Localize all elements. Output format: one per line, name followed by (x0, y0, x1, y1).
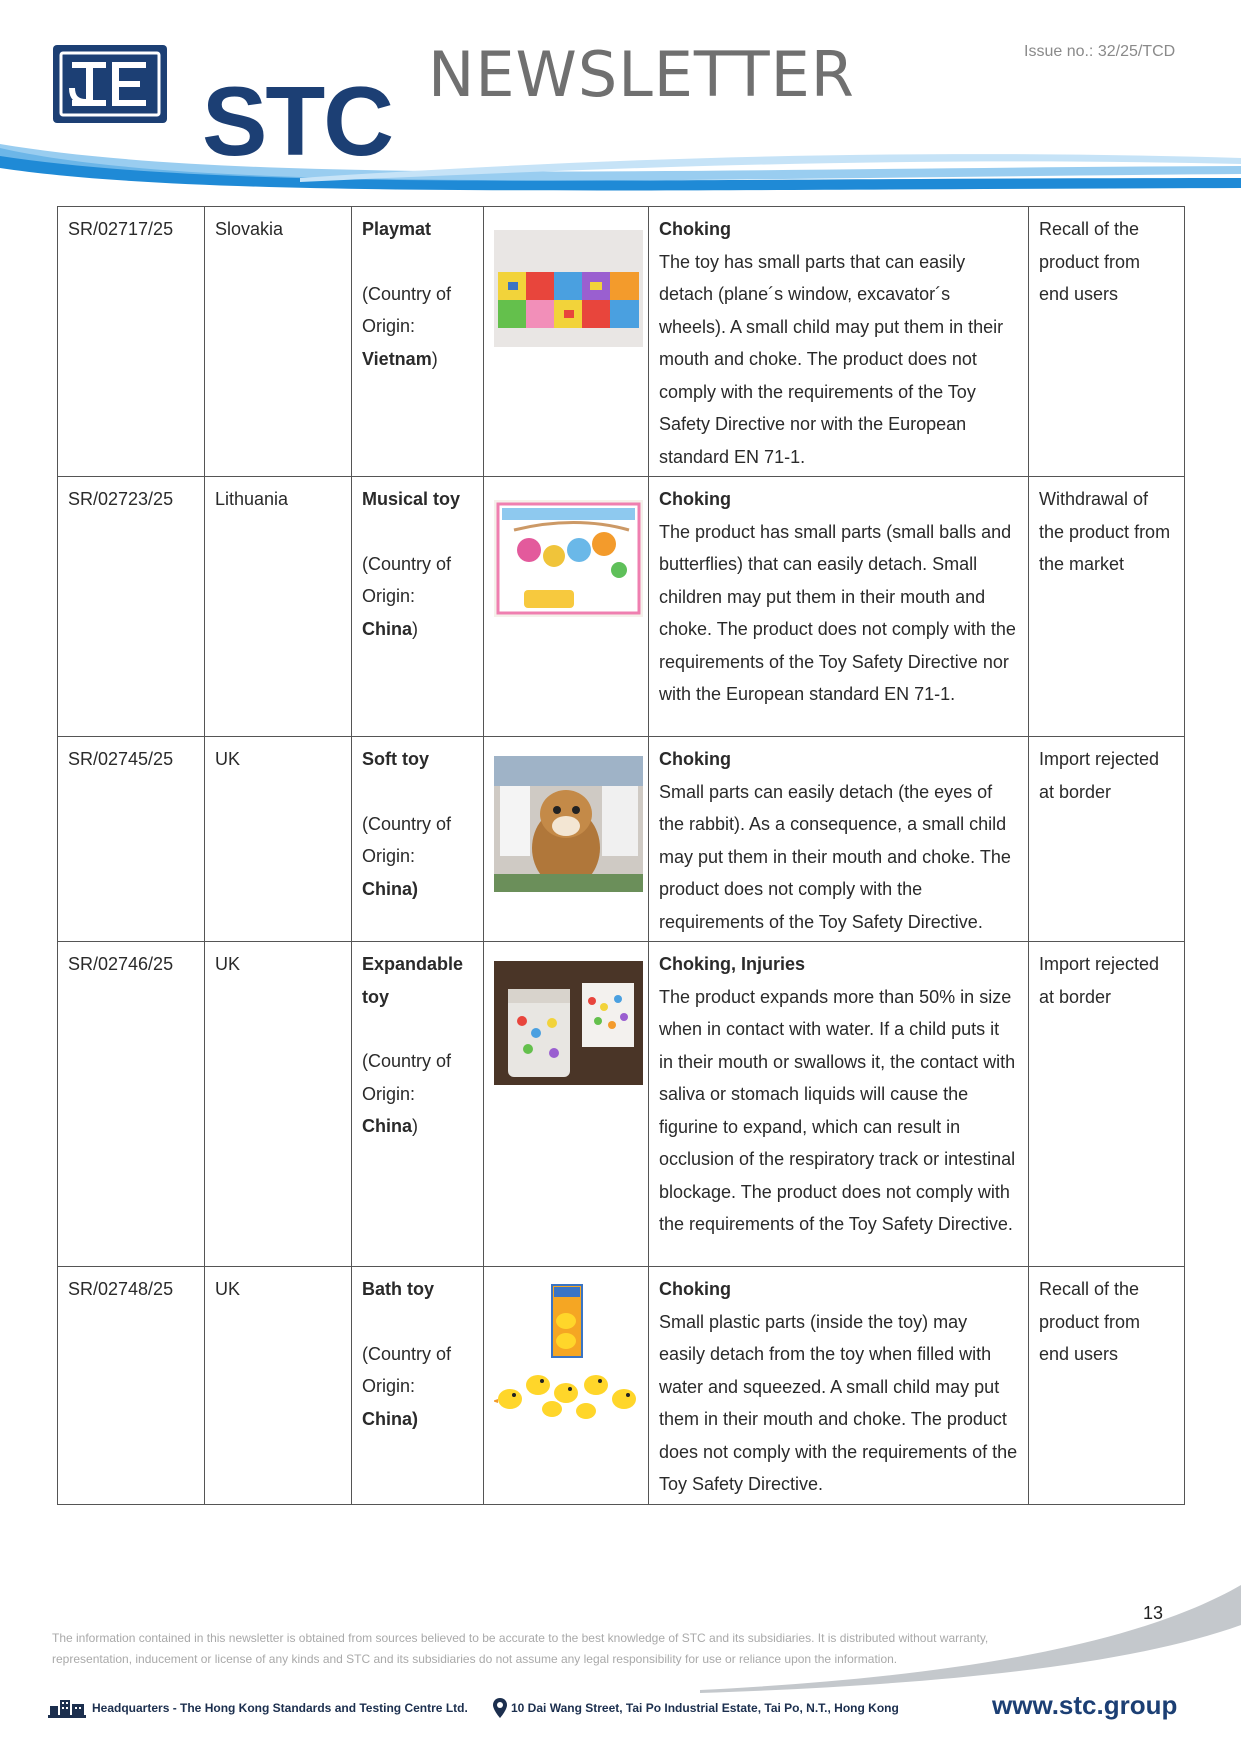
reference-cell: SR/02723/25 (58, 477, 205, 737)
header-swoosh (0, 138, 1241, 196)
measure-cell: Import rejected at border (1029, 942, 1185, 1267)
description-text: The toy has small parts that can easily detach (plane´s window, excavator´s wheels). A small child may put them in their mouth and choke. The product does not comply with the requirements of the Toy Safety Directive nor with the European standard EN 71-1. (659, 251, 1004, 467)
table-row (58, 477, 1185, 737)
description-cell (649, 737, 1029, 942)
country-cell: UK (205, 1267, 352, 1505)
hazard-type: Choking, Injuries (659, 954, 806, 974)
plush-hamster-photo (494, 756, 643, 892)
table-row (58, 942, 1185, 1267)
foam-playmat-photo (494, 230, 643, 347)
origin-label: (Country of Origin: China) (362, 1343, 452, 1429)
stc-logo (52, 44, 392, 176)
table-row (58, 207, 1185, 477)
table-row (58, 737, 1185, 942)
disclaimer: The information contained in this newsletter is obtained from sources believed to be accurate to the best knowledge of STC and its subsidiaries. It is distributed without warranty, representation, inducement or license of any kinds and STC and its subsidiaries do not assume any legal responsibility for use or reliance upon the information. (52, 1631, 989, 1666)
website-link[interactable]: www.stc.group (992, 1690, 1178, 1720)
hazard-type: Choking (659, 749, 731, 769)
origin-label: (Country of Origin: China) (362, 1051, 452, 1136)
headquarters-line (48, 1697, 468, 1719)
address-line (493, 1697, 899, 1719)
water-beads-photo (494, 961, 643, 1085)
origin-label: (Country of Origin: China) (362, 553, 452, 639)
measure-cell: Withdrawal of the product from the market (1029, 477, 1185, 737)
country-cell: UK (205, 737, 352, 942)
description-text: Small plastic parts (inside the toy) may easily detach from the toy when filled with water and squeezed. A small child may put them in their mouth and choke. The product does not comply with the requirements of the Toy Safety Directive. (659, 1311, 1018, 1494)
building-icon (48, 1698, 86, 1718)
photo-cell (484, 1267, 649, 1505)
headquarters-text: Headquarters - The Hong Kong Standards and Testing Centre Ltd. (92, 1701, 468, 1715)
product-name: Expandable toy (362, 954, 464, 1007)
description-cell (649, 942, 1029, 1267)
product-name: Playmat (362, 219, 432, 239)
origin-country: China (362, 618, 413, 639)
origin-country: China) (362, 878, 418, 899)
table-row (58, 1267, 1185, 1505)
location-pin-icon (493, 1698, 507, 1718)
origin-label: (Country of Origin: China) (362, 813, 452, 899)
reference-cell: SR/02746/25 (58, 942, 205, 1267)
reference-cell: SR/02745/25 (58, 737, 205, 942)
photo-cell (484, 942, 649, 1267)
address-text: 10 Dai Wang Street, Tai Po Industrial Estate, Tai Po, N.T., Hong Kong (511, 1701, 899, 1715)
issue-number: Issue no.: 32/25/TCD (1024, 43, 1176, 60)
page-number: 13 (1143, 1603, 1164, 1623)
product-cell (352, 1267, 484, 1505)
measure-cell: Recall of the product from end users (1029, 1267, 1185, 1505)
origin-label: (Country of Origin: Vietnam) (362, 283, 452, 369)
photo-cell (484, 477, 649, 737)
reference-cell: SR/02748/25 (58, 1267, 205, 1505)
hazard-type: Choking (659, 219, 731, 239)
logo-wordmark: STC (202, 66, 392, 176)
product-name: Musical toy (362, 489, 461, 509)
product-cell (352, 207, 484, 477)
country-cell: Lithuania (205, 477, 352, 737)
hazard-type: Choking (659, 1279, 731, 1299)
product-name: Soft toy (362, 749, 429, 769)
rubber-ducks-photo (494, 1281, 643, 1431)
measure-cell: Recall of the product from end users (1029, 207, 1185, 477)
measure-cell: Import rejected at border (1029, 737, 1185, 942)
description-cell (649, 1267, 1029, 1505)
description-cell (649, 207, 1029, 477)
description-cell (649, 477, 1029, 737)
origin-country: China (362, 1116, 413, 1136)
description-text: The product has small parts (small balls and butterflies) that can easily detach. Small children may put them in their mouth and choke. The product does not comply with the requirements of the Toy Safety Directive nor with the European standard EN 71-1. (659, 521, 1016, 704)
origin-country: Vietnam (362, 348, 432, 369)
product-name: Bath toy (362, 1279, 434, 1299)
reference-cell: SR/02717/25 (58, 207, 205, 477)
photo-cell (484, 207, 649, 477)
description-text: The product expands more than 50% in size when in contact with water. If a child puts it in their mouth or swallows it, the contact with saliva or stomach liquids will cause the figurine to expand, which can result in occlusion of the respiratory track or intestinal blockage. The product does not comply with the requirements of the Toy Safety Directive. (659, 986, 1016, 1234)
newsletter-title: NEWSLETTER (428, 38, 855, 111)
country-cell: Slovakia (205, 207, 352, 477)
stc-emblem-icon (52, 44, 170, 124)
photo-cell (484, 737, 649, 942)
origin-country: China) (362, 1408, 418, 1429)
recall-table (57, 206, 1185, 1505)
product-cell (352, 477, 484, 737)
product-cell (352, 942, 484, 1267)
hazard-type: Choking (659, 489, 731, 509)
product-cell (352, 737, 484, 942)
description-text: Small parts can easily detach (the eyes of the rabbit). As a consequence, a small child may put them in their mouth and choke. The product does not comply with the requirements of the Toy Safety Directive. (659, 781, 1011, 932)
musical-bed-bell-photo (494, 500, 643, 617)
country-cell: UK (205, 942, 352, 1267)
